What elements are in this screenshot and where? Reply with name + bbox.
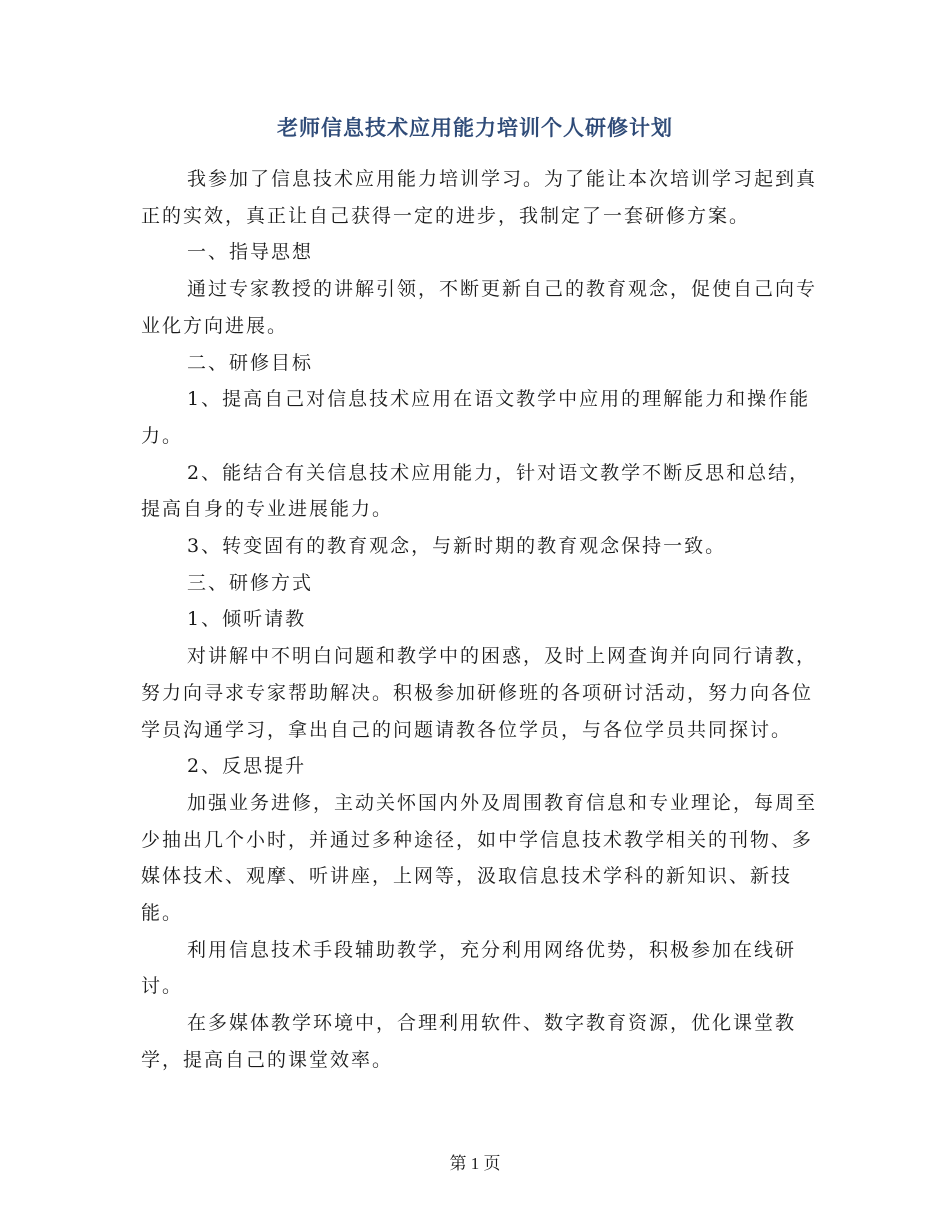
document-body [141, 161, 821, 1079]
page-number: 第 1 页 [449, 1154, 501, 1173]
paragraph-further-study: 加强业务进修，主动关怀国内外及周围教育信息和专业理论，每周至少抽出几个小时，并通过多种途径，如中学信息技术教学相关的刊物、多媒体技术、观摩、听讲座，上网等，汲取信息技术学科的新知识、新技能。 [141, 791, 818, 925]
paragraph-goal-3: 3、转变固有的教育观念，与新时期的教育观念保持一致。 [187, 535, 727, 558]
heading-study-methods: 三、研修方式 [187, 571, 314, 594]
paragraph-goal-2: 2、能结合有关信息技术应用能力，针对语文教学不断反思和总结，提高自身的专业进展能力。 [141, 461, 811, 521]
subheading-listen-and-ask: 1、倾听请教 [187, 608, 307, 631]
paragraph-intro: 我参加了信息技术应用能力培训学习。为了能让本次培训学习起到真正的实效，真正让自己获得一定的进步，我制定了一套研修方案。 [141, 168, 818, 227]
paragraph-listen-and-ask: 对讲解中不明白问题和教学中的困惑，及时上网查询并向同行请教，努力向寻求专家帮助解决。积极参加研修班的各项研讨活动，努力向各位学员沟通学习，拿出自己的问题请教各位学员，与各位学员共同探讨。 [141, 645, 818, 741]
subheading-reflect-and-improve: 2、反思提升 [187, 755, 307, 778]
paragraph-goal-1: 1、提高自己对信息技术应用在语文教学中应用的理解能力和操作能力。 [141, 388, 811, 447]
document-title: 老师信息技术应用能力培训个人研修计划 [277, 115, 673, 140]
heading-study-goals: 二、研修目标 [187, 351, 314, 374]
paragraph-guiding-ideology: 通过专家教授的讲解引领，不断更新自己的教育观念，促使自己向专业化方向进展。 [141, 278, 818, 337]
paragraph-multimedia-teaching: 在多媒体教学环境中，合理利用软件、数字教育资源，优化课堂教学，提高自己的课堂效率。 [141, 1012, 797, 1071]
heading-guiding-ideology: 一、指导思想 [187, 241, 314, 264]
paragraph-use-it-tools: 利用信息技术手段辅助教学，充分利用网络优势，积极参加在线研讨。 [141, 938, 797, 998]
